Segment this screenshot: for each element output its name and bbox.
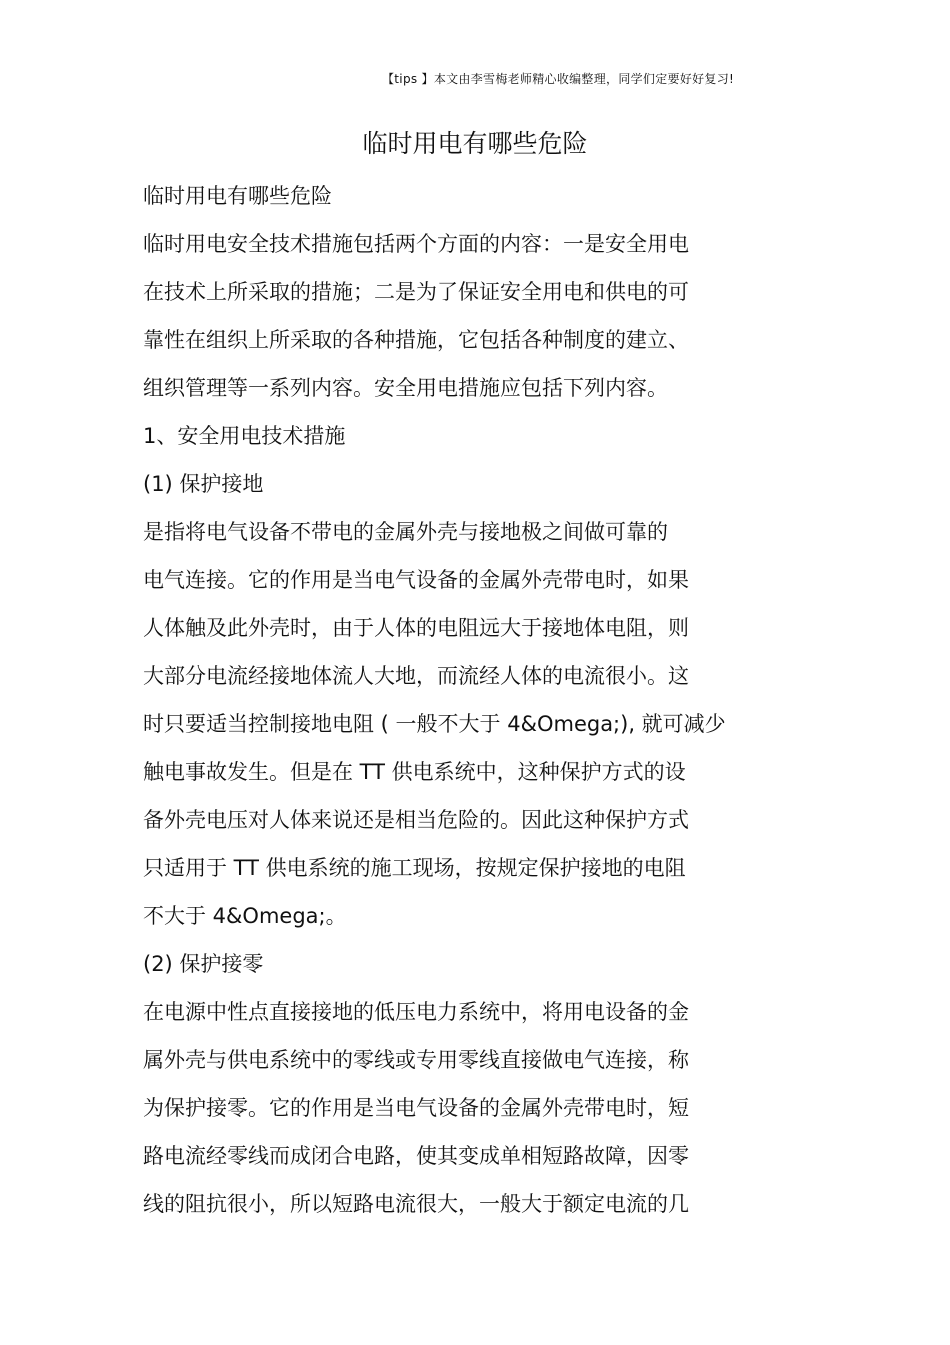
body-line: 时只要适当控制接地电阻 ( 一般不大于 4&Omega;), 就可减少 <box>143 712 726 736</box>
body-line: 线的阻抗很小，所以短路电流很大，一般大于额定电流的几 <box>143 1192 689 1216</box>
body-line: 在技术上所采取的措施；二是为了保证安全用电和供电的可 <box>143 280 689 304</box>
section-heading: 1、安全用电技术措施 <box>143 424 346 448</box>
body-line: 在电源中性点直接接地的低压电力系统中，将用电设备的金 <box>143 1000 689 1024</box>
body-line: 属外壳与供电系统中的零线或专用零线直接做电气连接，称 <box>143 1048 689 1072</box>
document-title: 临时用电有哪些危险 <box>362 129 588 158</box>
header-tip: 【tips 】本文由李雪梅老师精心收编整理，同学们定要好好复习! <box>382 72 735 86</box>
body-line: 不大于 4&Omega;。 <box>143 904 347 928</box>
body-line: 临时用电安全技术措施包括两个方面的内容：一是安全用电 <box>143 232 689 256</box>
body-line: 只适用于 TT 供电系统的施工现场，按规定保护接地的电阻 <box>143 856 686 880</box>
body-line: 为保护接零。它的作用是当电气设备的金属外壳带电时，短 <box>143 1096 689 1120</box>
subtitle-line: 临时用电有哪些危险 <box>143 184 332 208</box>
body-line: 靠性在组织上所采取的各种措施，它包括各种制度的建立、 <box>143 328 689 352</box>
body-line: 触电事故发生。但是在 TT 供电系统中，这种保护方式的设 <box>143 760 686 784</box>
subsection-heading: (2) 保护接零 <box>143 952 264 976</box>
body-line: 备外壳电压对人体来说还是相当危险的。因此这种保护方式 <box>143 808 689 832</box>
body-line: 电气连接。它的作用是当电气设备的金属外壳带电时，如果 <box>143 568 689 592</box>
body-line: 人体触及此外壳时，由于人体的电阻远大于接地体电阻，则 <box>143 616 689 640</box>
body-line: 路电流经零线而成闭合电路，使其变成单相短路故障，因零 <box>143 1144 689 1168</box>
subsection-heading: (1) 保护接地 <box>143 472 264 496</box>
body-line: 大部分电流经接地体流人大地，而流经人体的电流很小。这 <box>143 664 689 688</box>
body-line: 组织管理等一系列内容。安全用电措施应包括下列内容。 <box>143 376 668 400</box>
body-line: 是指将电气设备不带电的金属外壳与接地极之间做可靠的 <box>143 520 668 544</box>
